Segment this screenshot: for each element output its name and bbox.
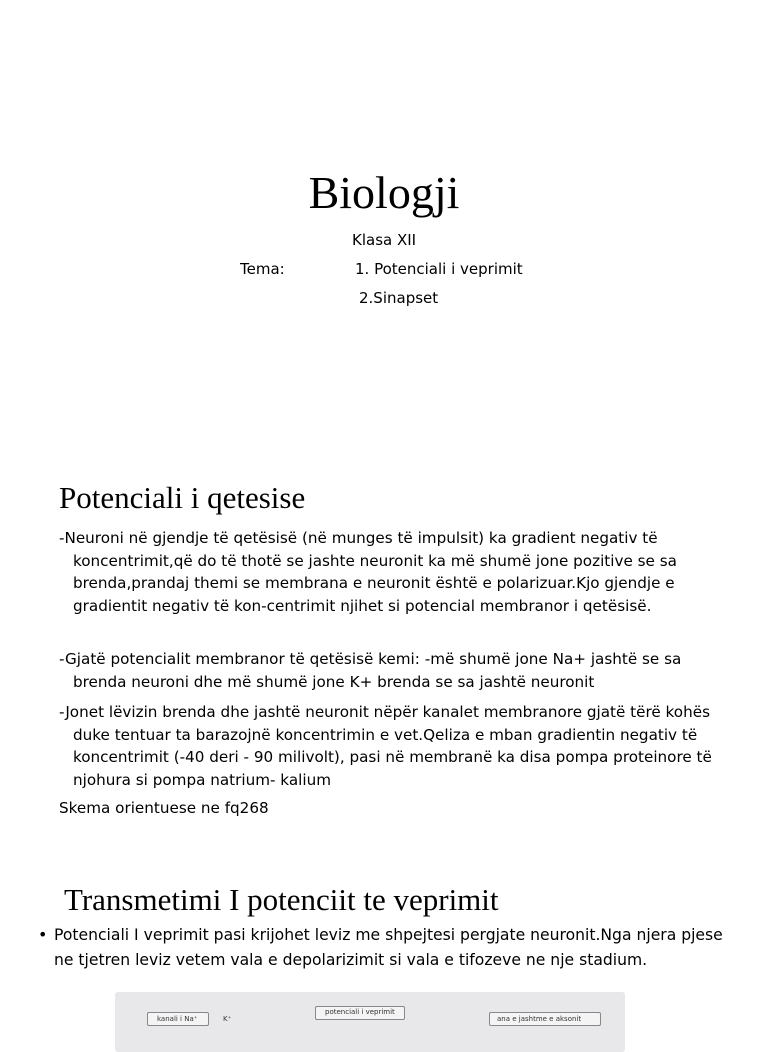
topic-item-1: 1. Potenciali i veprimit (355, 260, 523, 278)
bullet-text: Potenciali I veprimit pasi krijohet leviz me shpejtesi pergjate neuronit.Nga njera pjese ne tjetren leviz vetem vala e depolarizimit si vala e tifozeve ne nje stadium. (54, 926, 723, 969)
paragraph-ion-channels: -Jonet lëvizin brenda dhe jashtë neuronit nëpër kanalet membranore gjatë tërë kohës duke tentuar ta barazojnë koncentrimin e vet.Qeliza e mban gradientin negativ të koncentrimit (-40 deri - 90 milivolt), pasi në membranë ka disa pompa proteinore të njohura si pompa natrium- kalium (59, 703, 712, 789)
section-heading-resting-potential: Potenciali i qetesise (59, 480, 306, 515)
figure-label-axon-exterior: ana e jashtme e aksonit (497, 1015, 582, 1023)
section-heading-transmission: Transmetimi I potenciit te veprimit (64, 882, 499, 917)
figure-label-k: K⁺ (223, 1015, 232, 1023)
topic-item-2: 2.Sinapset (359, 289, 439, 307)
bullet-dot-icon: • (38, 925, 48, 944)
title-slide (0, 0, 768, 460)
class-line: Klasa XII (352, 231, 417, 249)
figure-label-na-channel: kanali i Na⁺ (157, 1015, 198, 1023)
paragraph-resting-gradient: -Neuroni në gjendje të qetësisë (në munges të impulsit) ka gradient negativ të koncentrimit,që do të thotë se jashte neuronit ka më shumë jone pozitive se sa brenda,prandaj themi se membrana e neuronit është e polarizuar.Kjo gjendje e gradientit negativ të kon-centrimit njihet si potencial membranor i qetësisë. (59, 529, 677, 615)
page-title: Biologji (308, 167, 460, 218)
action-potential-diagram-image (115, 992, 625, 1052)
topic-label: Tema: (240, 260, 285, 278)
reference-note: Skema orientuese ne fq268 (59, 799, 269, 817)
figure-label-action-potential: potenciali i veprimit (325, 1008, 395, 1016)
paragraph-ion-distribution: -Gjatë potencialit membranor të qetësisë kemi: -më shumë jone Na+ jashtë se sa brenda neuroni dhe më shumë jone K+ brenda se sa jashtë neuronit (59, 650, 682, 691)
